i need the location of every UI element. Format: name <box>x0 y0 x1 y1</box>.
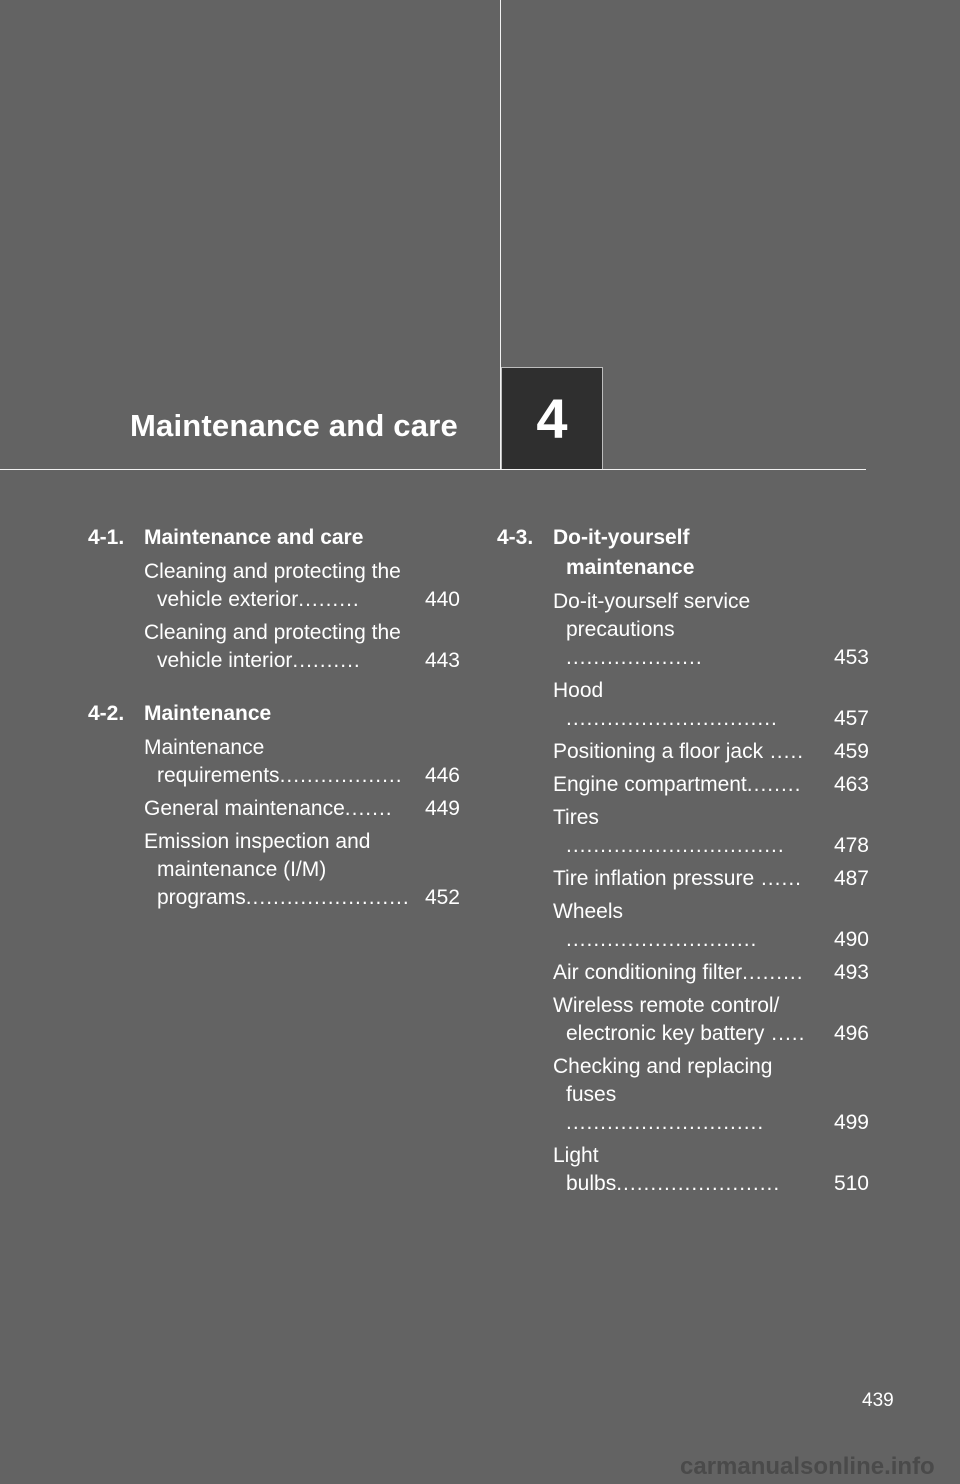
entry-page: 453 <box>833 646 869 669</box>
page-number: 439 <box>862 1390 894 1411</box>
entry-page: 493 <box>833 961 869 984</box>
watermark: carmanualsonline.info <box>680 1453 935 1480</box>
entry-page: 452 <box>424 886 460 909</box>
entry-title: Maintenance requirements <box>144 736 280 787</box>
toc-entry[interactable]: Engine compartment........ 463 <box>553 771 869 799</box>
toc-entry[interactable]: Cleaning and protecting the vehicle interior.......... 443 <box>144 619 460 675</box>
header-rule <box>0 469 866 470</box>
entry-title: Checking and replacing fuses <box>553 1055 773 1106</box>
toc-entry[interactable]: Wheels ............................ 490 <box>553 898 869 954</box>
entry-title: Air conditioning filter <box>553 961 743 984</box>
entry-page: 496 <box>833 1022 869 1045</box>
toc-entry[interactable]: Wireless remote control/ electronic key battery ..... 496 <box>553 992 869 1048</box>
toc-section <box>88 699 460 912</box>
entry-page: 440 <box>424 588 460 611</box>
entry-title: Engine compartment <box>553 773 747 796</box>
entry-title: Cleaning and protecting the vehicle interior <box>144 621 401 672</box>
section-heading <box>497 523 869 583</box>
toc-section <box>88 523 460 675</box>
entry-title: Light bulbs <box>553 1144 617 1195</box>
entry-title: Wheels <box>553 900 624 923</box>
entry-page: 487 <box>833 867 869 890</box>
entry-page: 499 <box>833 1111 869 1134</box>
section-number: 4-3. <box>497 526 534 549</box>
entry-title: General maintenance <box>144 797 345 820</box>
section-number: 4-2. <box>88 702 125 725</box>
chapter-title: Maintenance and care <box>130 408 458 443</box>
entry-title: Positioning a floor jack <box>553 740 764 763</box>
entry-title: Emission inspection and maintenance (I/M) programs <box>144 830 371 909</box>
toc-entry[interactable]: Maintenance requirements.................. 446 <box>144 734 460 790</box>
entry-page: 446 <box>424 764 460 787</box>
section-heading <box>88 699 460 729</box>
entry-title: Tires <box>553 806 599 829</box>
toc-entry[interactable]: Do-it-yourself service precautions .................... 453 <box>553 588 869 672</box>
entry-page: 449 <box>424 797 460 820</box>
entry-page: 457 <box>833 707 869 730</box>
section-heading <box>88 523 460 553</box>
toc-entry[interactable]: Cleaning and protecting the vehicle exterior......... 440 <box>144 558 460 614</box>
entry-page: 490 <box>833 928 869 951</box>
entry-title: Do-it-yourself service precautions <box>553 590 751 641</box>
toc-entry[interactable]: Air conditioning filter......... 493 <box>553 959 869 987</box>
entry-title: Wireless remote control/ electronic key battery <box>553 994 780 1045</box>
toc-entry[interactable]: General maintenance....... 449 <box>144 795 460 823</box>
toc-column-right <box>497 523 869 1216</box>
entry-page: 478 <box>833 834 869 857</box>
toc-entry[interactable]: Checking and replacing fuses ............................. 499 <box>553 1053 869 1137</box>
entry-title: Hood <box>553 679 604 702</box>
section-title: Maintenance and care <box>144 526 364 549</box>
toc-entry[interactable]: Positioning a floor jack ..... 459 <box>553 738 869 766</box>
entry-title: Cleaning and protecting the vehicle exterior <box>144 560 401 611</box>
toc-entry[interactable]: Emission inspection and maintenance (I/M) programs........................ 452 <box>144 828 460 912</box>
entry-title: Tire inflation pressure <box>553 867 755 890</box>
section-number: 4-1. <box>88 526 125 549</box>
toc-entry[interactable]: Tire inflation pressure ...... 487 <box>553 865 869 893</box>
toc-entry[interactable]: Tires ................................ 478 <box>553 804 869 860</box>
entry-page: 463 <box>833 773 869 796</box>
entry-page: 443 <box>424 649 460 672</box>
toc-section <box>497 523 869 1198</box>
toc-column-left <box>88 523 460 930</box>
section-title: Do-it-yourself maintenance <box>553 526 695 579</box>
chapter-number-tab: 4 <box>501 367 603 469</box>
toc-entry[interactable]: Light bulbs........................ 510 <box>553 1142 869 1198</box>
section-title: Maintenance <box>144 702 272 725</box>
entry-page: 459 <box>833 740 869 763</box>
toc-entry[interactable]: Hood ............................... 457 <box>553 677 869 733</box>
entry-page: 510 <box>833 1172 869 1195</box>
